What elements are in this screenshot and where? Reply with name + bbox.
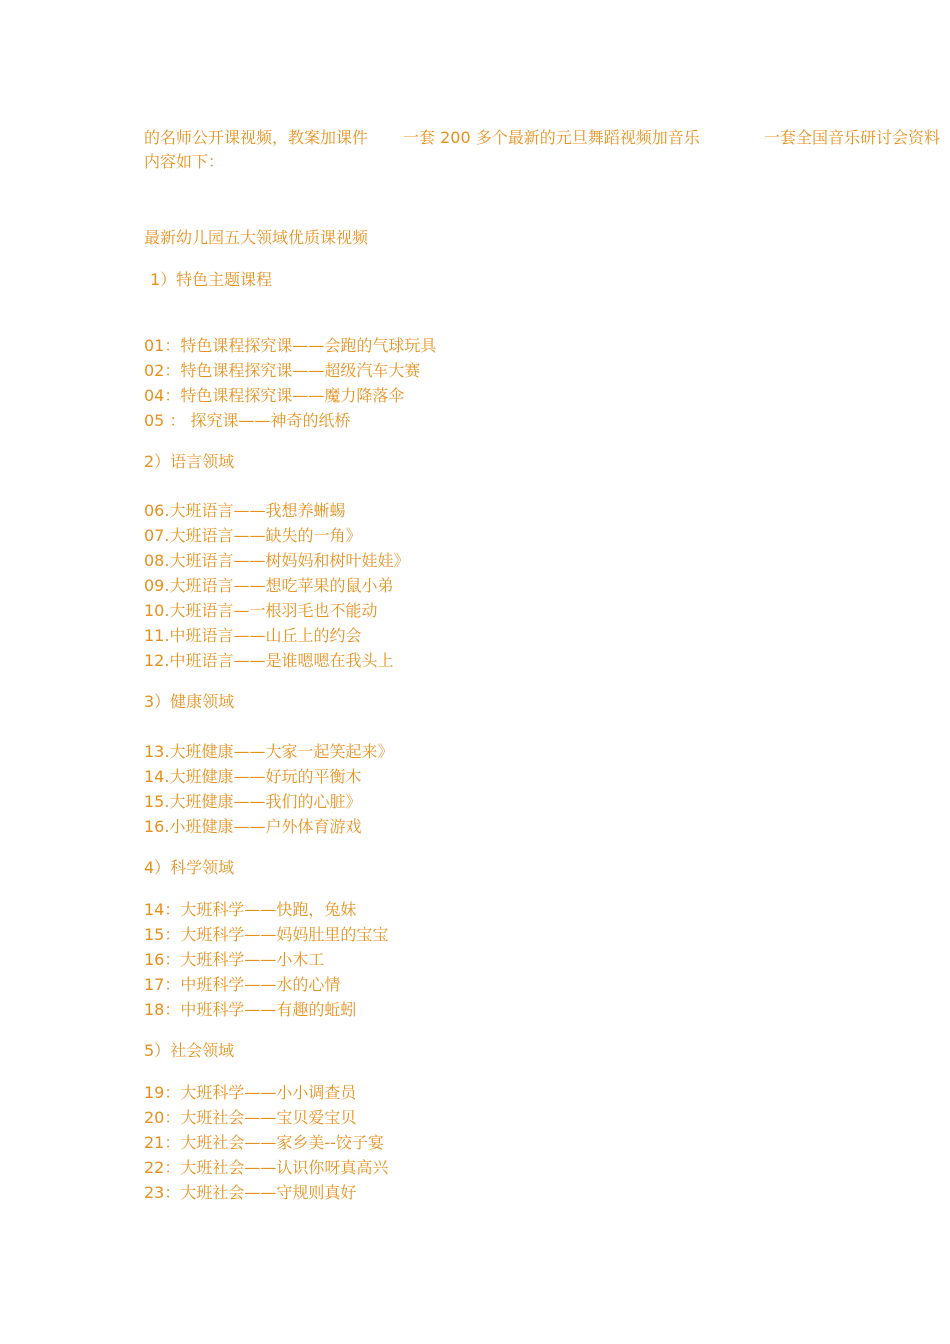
main-title: 最新幼儿园五大领域优质课视频 <box>144 228 369 247</box>
section-list <box>144 498 409 673</box>
section-heading: 3）健康领域 <box>144 692 235 711</box>
list-item: 01：特色课程探究课——会跑的气球玩具 <box>144 336 437 355</box>
section-list <box>144 897 388 1022</box>
list-item: 16.小班健康——户外体育游戏 <box>144 817 362 836</box>
list-item: 18：中班科学——有趣的蚯蚓 <box>144 1000 357 1019</box>
list-item: 13.大班健康——大家一起笑起来》 <box>144 742 394 761</box>
list-item: 04：特色课程探究课——魔力降落伞 <box>144 386 405 405</box>
list-item: 14：大班科学——快跑，兔妹 <box>144 900 357 919</box>
list-item: 20：大班社会——宝贝爱宝贝 <box>144 1108 357 1127</box>
intro-text-3: 一套全国音乐研讨会资料 <box>764 128 941 147</box>
list-item: 21：大班社会——家乡美--饺子宴 <box>144 1133 384 1152</box>
intro-line-2: 内容如下： <box>144 152 225 171</box>
list-item: 23：大班社会——守规则真好 <box>144 1183 357 1202</box>
list-item: 19：大班科学——小小调查员 <box>144 1083 357 1102</box>
section-heading: 2）语言领域 <box>144 452 235 471</box>
section-heading: 5）社会领域 <box>144 1041 235 1060</box>
list-item: 16：大班科学——小木工 <box>144 950 325 969</box>
list-item: 05 ： 探究课——神奇的纸桥 <box>144 411 351 430</box>
list-item: 15：大班科学——妈妈肚里的宝宝 <box>144 925 389 944</box>
list-item: 17：中班科学——水的心情 <box>144 975 341 994</box>
list-item: 22：大班社会——认识你呀真高兴 <box>144 1158 389 1177</box>
list-item: 08.大班语言——树妈妈和树叶娃娃》 <box>144 551 410 570</box>
section-list <box>144 739 393 839</box>
section-list <box>144 333 436 433</box>
list-item: 14.大班健康——好玩的平衡木 <box>144 767 362 786</box>
list-item: 15.大班健康——我们的心脏》 <box>144 792 362 811</box>
intro-text-2: 一套 200 多个最新的元旦舞蹈视频加音乐 <box>403 128 700 147</box>
list-item: 02：特色课程探究课——超级汽车大赛 <box>144 361 421 380</box>
list-item: 11.中班语言——山丘上的约会 <box>144 626 362 645</box>
section-heading: 4）科学领域 <box>144 858 235 877</box>
list-item: 10.大班语言—一根羽毛也不能动 <box>144 601 378 620</box>
section-heading: 1）特色主题课程 <box>150 270 273 289</box>
list-item: 09.大班语言——想吃苹果的鼠小弟 <box>144 576 394 595</box>
list-item: 07.大班语言——缺失的一角》 <box>144 526 362 545</box>
intro-text-1: 的名师公开课视频，教案加课件 <box>144 128 369 147</box>
list-item: 12.中班语言——是谁嗯嗯在我头上 <box>144 651 394 670</box>
section-list <box>144 1080 388 1205</box>
list-item: 06.大班语言——我想养蜥蜴 <box>144 501 346 520</box>
